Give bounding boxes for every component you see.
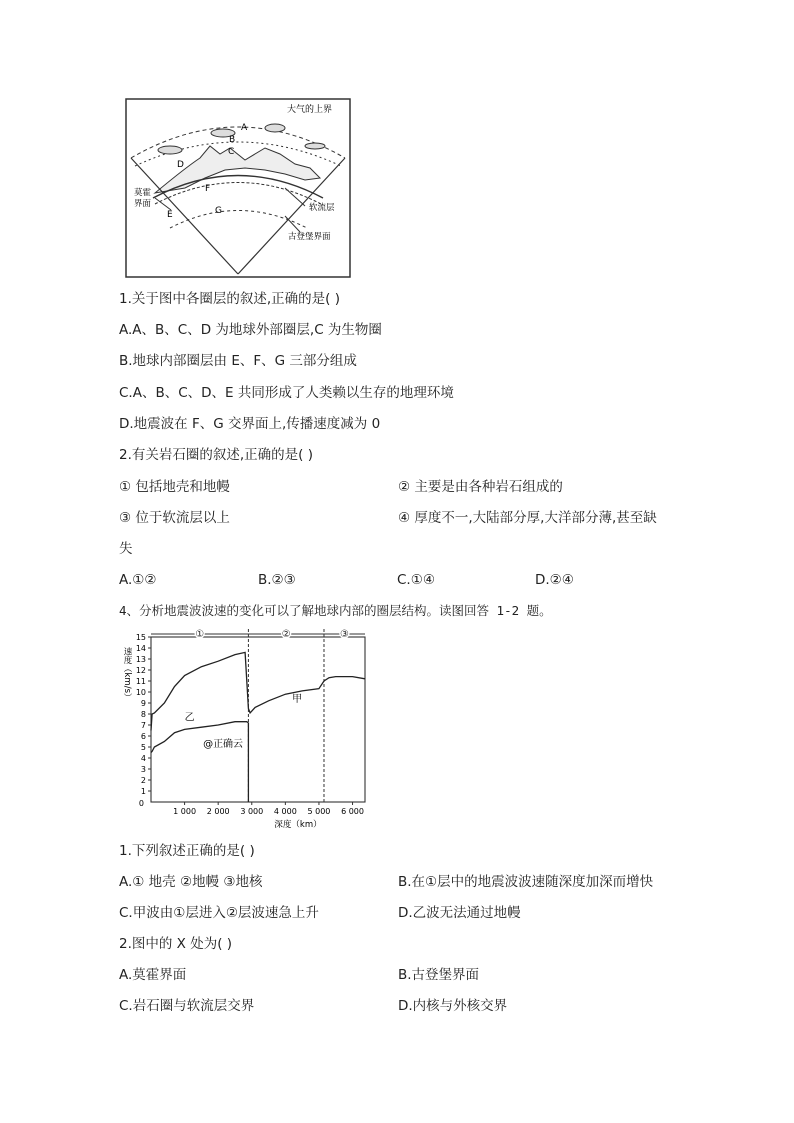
y-tick-label: 13 xyxy=(135,655,146,664)
y-axis-label: 速度（km/s） xyxy=(122,647,132,702)
y-tick-label: 2 xyxy=(140,776,146,785)
y-tick-label: 7 xyxy=(140,721,146,730)
section4-intro: 4、分析地震波波速的变化可以了解地球内部的圈层结构。读图回答 1-2 题。 xyxy=(119,603,552,618)
origin-label: 0 xyxy=(138,799,144,808)
q4-2-stem: 2.图中的 X 处为( ) xyxy=(119,936,233,952)
q2-item-2: ② 主要是由各种岩石组成的 xyxy=(398,479,563,495)
series-line-jia xyxy=(151,652,365,730)
q1-option-c: C.A、B、C、D、E 共同形成了人类赖以生存的地理环境 xyxy=(119,385,454,401)
series-label-jia: 甲 xyxy=(292,693,303,705)
y-tick-label: 11 xyxy=(135,677,146,686)
earth-spheres-diagram xyxy=(125,98,351,278)
label-moho-1: 莫霍 xyxy=(134,188,152,198)
y-tick-label: 1 xyxy=(140,787,146,796)
x-tick-label: 2 000 xyxy=(206,807,230,816)
x-tick-label: 4 000 xyxy=(273,807,297,816)
region-label: ③ xyxy=(340,629,349,640)
label-B: B xyxy=(229,135,236,145)
label-C: C xyxy=(228,147,235,157)
y-tick-label: 6 xyxy=(140,732,146,741)
q2-item-1: ① 包括地壳和地幔 xyxy=(119,479,230,495)
label-F: F xyxy=(205,184,211,194)
q4-1-option-a: A.① 地壳 ②地幔 ③地核 xyxy=(119,874,263,890)
q4-2-option-c: C.岩石圈与软流层交界 xyxy=(119,998,255,1014)
x-tick-label: 3 000 xyxy=(240,807,264,816)
q2-item-4-wrap: 失 xyxy=(119,541,133,557)
q2-item-4: ④ 厚度不一,大陆部分厚,大洋部分薄,甚至缺 xyxy=(398,510,657,526)
x-axis-label: 深度（km） xyxy=(274,820,322,830)
q4-1-option-d: D.乙波无法通过地幔 xyxy=(398,905,521,921)
q1-option-d: D.地震波在 F、G 交界面上,传播速度减为 0 xyxy=(119,416,381,432)
y-tick-label: 15 xyxy=(135,633,146,642)
q4-2-option-b: B.古登堡界面 xyxy=(398,967,480,983)
label-atmosphere-top: 大气的上界 xyxy=(287,105,333,115)
series-label-yi: 乙 xyxy=(184,712,195,724)
q1-stem: 1.关于图中各圈层的叙述,正确的是( ) xyxy=(119,291,340,307)
watermark-text: @正确云 xyxy=(203,739,244,750)
label-moho-2: 界面 xyxy=(134,199,152,209)
y-tick-label: 8 xyxy=(140,710,146,719)
q4-1-stem: 1.下列叙述正确的是( ) xyxy=(119,843,255,859)
y-tick-label: 9 xyxy=(140,699,146,708)
label-asthenosphere: 软流层 xyxy=(309,203,335,213)
y-tick-label: 14 xyxy=(135,644,146,653)
y-tick-label: 3 xyxy=(140,765,146,774)
q2-stem: 2.有关岩石圈的叙述,正确的是( ) xyxy=(119,447,313,463)
q2-option-a: A.①② xyxy=(119,572,157,588)
q2-option-c: C.①④ xyxy=(397,572,435,588)
q1-option-a: A.A、B、C、D 为地球外部圈层,C 为生物圈 xyxy=(119,322,382,338)
region-label: ② xyxy=(281,629,291,640)
label-A: A xyxy=(241,123,248,133)
q2-option-d: D.②④ xyxy=(535,572,574,588)
y-tick-label: 5 xyxy=(140,743,146,752)
region-label: ① xyxy=(195,629,205,640)
label-E: E xyxy=(167,210,173,220)
q2-option-b: B.②③ xyxy=(258,572,296,588)
y-tick-label: 10 xyxy=(135,688,146,697)
seismic-wave-chart xyxy=(115,625,375,830)
x-tick-label: 1 000 xyxy=(173,807,197,816)
label-G: G xyxy=(215,206,222,216)
label-gutenberg: 古登堡界面 xyxy=(288,232,331,242)
q4-1-option-c: C.甲波由①层进入②层波速急上升 xyxy=(119,905,319,921)
q4-1-option-b: B.在①层中的地震波波速随深度加深而增快 xyxy=(398,874,654,890)
q2-item-3: ③ 位于软流层以上 xyxy=(119,510,230,526)
plot-frame xyxy=(151,637,365,802)
y-tick-label: 12 xyxy=(135,666,146,675)
q4-2-option-d: D.内核与外核交界 xyxy=(398,998,508,1014)
x-tick-label: 5 000 xyxy=(307,807,331,816)
label-D: D xyxy=(177,160,184,170)
q1-option-b: B.地球内部圈层由 E、F、G 三部分组成 xyxy=(119,353,357,369)
x-tick-label: 6 000 xyxy=(341,807,364,816)
y-tick-label: 4 xyxy=(140,754,146,763)
q4-2-option-a: A.莫霍界面 xyxy=(119,967,187,983)
